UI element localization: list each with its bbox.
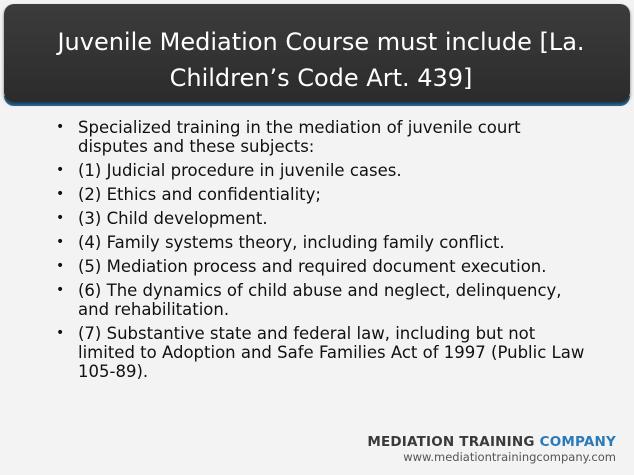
bullet-text: Specialized training in the mediation of juvenile court disputes and these subjects: <box>78 118 521 156</box>
bullet-list <box>52 118 592 386</box>
bullet-dot-icon: • <box>56 186 65 202</box>
bullet-text: (3) Child development. <box>78 209 268 228</box>
bullet-dot-icon: • <box>56 325 65 341</box>
bullet-text: (2) Ethics and confidentiality; <box>78 185 321 204</box>
bullet-dot-icon: • <box>56 282 65 298</box>
brand-logo <box>367 434 616 464</box>
brand-name-part1: MEDIATION TRAINING <box>367 434 535 450</box>
bullet-text: (4) Family systems theory, including family conflict. <box>78 233 505 252</box>
bullet-dot-icon: • <box>56 119 65 135</box>
bullet-dot-icon: • <box>56 258 65 274</box>
bullet-text: (7) Substantive state and federal law, including but not limited to Adoption and Safe Families Act of 1997 (Public Law 105-89). <box>78 324 585 381</box>
bullet-dot-icon: • <box>56 234 65 250</box>
slide-title: Juvenile Mediation Course must include [La. Children’s Code Art. 439] <box>57 28 585 92</box>
bullet-text: (5) Mediation process and required document execution. <box>78 257 547 276</box>
bullet-dot-icon: • <box>56 210 65 226</box>
bullet-item <box>52 324 592 381</box>
bullet-item <box>52 185 592 204</box>
bullet-item <box>52 161 592 180</box>
title-bar <box>4 4 630 102</box>
bullet-text: (1) Judicial procedure in juvenile cases. <box>78 161 402 180</box>
brand-name-part2: COMPANY <box>539 434 616 450</box>
bullet-dot-icon: • <box>56 162 65 178</box>
bullet-item <box>52 118 592 156</box>
bullet-item <box>52 209 592 228</box>
bullet-item <box>52 257 592 276</box>
brand-name <box>367 434 616 450</box>
bullet-text: (6) The dynamics of child abuse and neglect, delinquency, and rehabilitation. <box>78 281 562 319</box>
brand-url: www.mediationtrainingcompany.com <box>403 450 616 464</box>
bullet-item <box>52 281 592 319</box>
bullet-item <box>52 233 592 252</box>
